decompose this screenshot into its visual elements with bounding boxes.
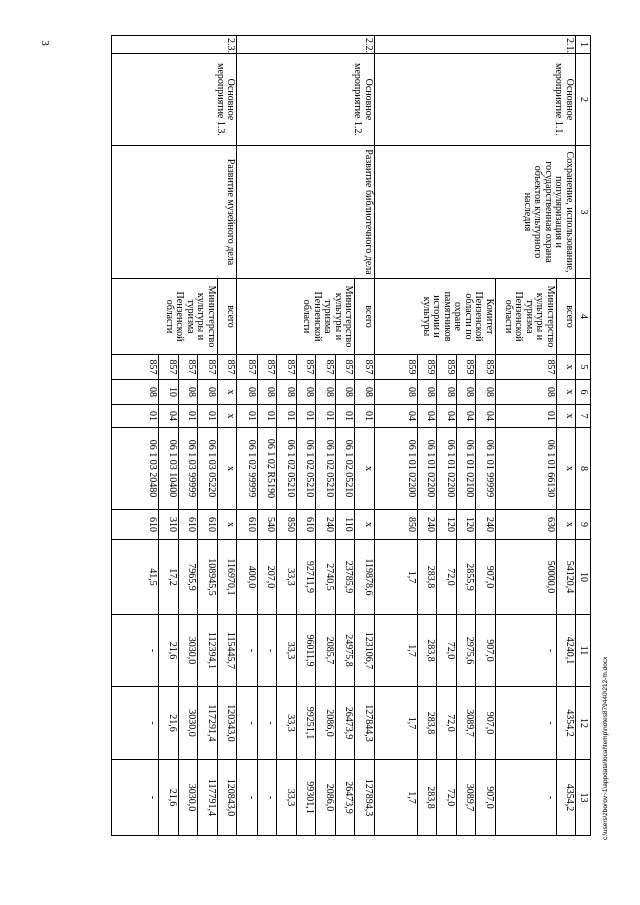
code-cell: 01 <box>296 405 315 428</box>
value-cell: 33,3 <box>277 540 296 615</box>
header-cell: 6 <box>576 380 591 405</box>
code-cell: 857 <box>198 355 217 380</box>
value-cell: 127894,3 <box>355 760 374 836</box>
value-cell: 1,7 <box>374 615 417 687</box>
value-cell: 120343,0 <box>217 687 236 760</box>
measure-name: Основное мероприятие 1.2. <box>237 54 375 146</box>
value-cell: 23785,9 <box>335 540 354 615</box>
value-cell: 207,0 <box>258 540 277 615</box>
value-cell: 3030,0 <box>178 760 197 836</box>
value-cell: 3089,7 <box>456 687 475 760</box>
code-cell: 01 <box>335 405 354 428</box>
measure-name: Основное мероприятие 1.3. <box>112 54 237 146</box>
value-cell: 116970,1 <box>217 540 236 615</box>
source-cell: Министерство культуры и туризма Пензенской области <box>495 279 556 355</box>
code-cell: 06 1 01 02200 <box>437 428 456 510</box>
code-cell: 610 <box>198 510 217 540</box>
value-cell: 115445,7 <box>217 615 236 687</box>
header-cell: 8 <box>576 428 591 510</box>
code-cell: 06 1 02 99999 <box>237 428 258 510</box>
header-row <box>576 36 591 836</box>
value-cell: 99251,1 <box>296 687 315 760</box>
code-cell: 08 <box>296 380 315 405</box>
code-cell: 08 <box>476 380 495 405</box>
value-cell: - <box>495 615 556 687</box>
code-cell: 610 <box>178 510 197 540</box>
code-cell: 859 <box>456 355 475 380</box>
code-cell: 857 <box>159 355 179 380</box>
source-cell: всего <box>355 279 374 355</box>
code-cell: 08 <box>374 380 417 405</box>
code-cell: 06 1 02 05210 <box>296 428 315 510</box>
code-cell: 01 <box>237 405 258 428</box>
value-cell: 1,7 <box>374 760 417 836</box>
code-cell: 08 <box>178 380 197 405</box>
source-cell: Министерство культуры и туризма Пензенской области <box>237 279 355 355</box>
value-cell: 3030,0 <box>178 687 197 760</box>
code-cell: х <box>217 380 236 405</box>
code-cell: 08 <box>316 380 335 405</box>
value-cell: - <box>237 615 258 687</box>
source-cell: всего <box>556 279 575 355</box>
value-cell: 99301,1 <box>296 760 315 836</box>
budget-table-rotated <box>111 35 591 835</box>
code-cell: 06 1 02 05210 <box>335 428 354 510</box>
value-cell: 120843,0 <box>217 760 236 836</box>
value-cell: 283,8 <box>417 540 436 615</box>
code-cell: 857 <box>316 355 335 380</box>
code-cell: 610 <box>112 510 159 540</box>
value-cell: 92711,9 <box>296 540 315 615</box>
value-cell: 26473,9 <box>335 687 354 760</box>
value-cell: 2855,9 <box>456 540 475 615</box>
code-cell: 01 <box>495 405 556 428</box>
code-cell: 01 <box>258 405 277 428</box>
code-cell: 850 <box>374 510 417 540</box>
code-cell: 857 <box>296 355 315 380</box>
code-cell: х <box>355 510 374 540</box>
value-cell: 1,7 <box>374 687 417 760</box>
code-cell: 08 <box>417 380 436 405</box>
code-cell: 859 <box>437 355 456 380</box>
code-cell: 08 <box>456 380 475 405</box>
code-cell: 01 <box>355 405 374 428</box>
code-cell: 610 <box>296 510 315 540</box>
row-number: 2.1. <box>374 36 575 54</box>
header-cell: 10 <box>576 540 591 615</box>
code-cell: 01 <box>277 405 296 428</box>
value-cell: - <box>112 615 159 687</box>
code-cell: х <box>217 405 236 428</box>
value-cell: 283,8 <box>417 687 436 760</box>
value-cell: - <box>237 687 258 760</box>
code-cell: 857 <box>355 355 374 380</box>
code-cell: 110 <box>335 510 354 540</box>
value-cell: 33,3 <box>277 615 296 687</box>
code-cell: х <box>556 510 575 540</box>
code-cell: 857 <box>335 355 354 380</box>
source-cell: Министерство культуры и туризма Пензенской области <box>112 279 218 355</box>
value-cell: 72,0 <box>437 540 456 615</box>
code-cell: 06 1 01 99999 <box>476 428 495 510</box>
header-cell: 4 <box>576 279 591 355</box>
value-cell: 24975,8 <box>335 615 354 687</box>
code-cell: 08 <box>355 380 374 405</box>
code-cell: 01 <box>198 405 217 428</box>
code-cell: 857 <box>178 355 197 380</box>
value-cell: 21,6 <box>159 615 179 687</box>
row-number: 2.2. <box>237 36 375 54</box>
code-cell: 01 <box>178 405 197 428</box>
value-cell: 907,0 <box>476 760 495 836</box>
header-cell: 13 <box>576 760 591 836</box>
code-cell: 06 1 03 99999 <box>178 428 197 510</box>
header-cell: 12 <box>576 687 591 760</box>
value-cell: 26473,9 <box>335 760 354 836</box>
value-cell: - <box>495 687 556 760</box>
value-cell: 3089,7 <box>456 760 475 836</box>
code-cell: 06 1 03 05220 <box>198 428 217 510</box>
code-cell: 04 <box>159 405 179 428</box>
code-cell: 857 <box>217 355 236 380</box>
measure-title: Развитие библиотечного дела <box>237 146 375 279</box>
value-cell: 2085,7 <box>316 615 335 687</box>
code-cell: 08 <box>237 380 258 405</box>
code-cell: 859 <box>374 355 417 380</box>
value-cell: 283,8 <box>417 615 436 687</box>
code-cell: 240 <box>476 510 495 540</box>
code-cell: 04 <box>374 405 417 428</box>
code-cell: 06 1 03 20480 <box>112 428 159 510</box>
table-row <box>355 36 374 836</box>
value-cell: 2086,0 <box>316 760 335 836</box>
value-cell: 283,8 <box>417 760 436 836</box>
code-cell: 08 <box>335 380 354 405</box>
code-cell: х <box>556 355 575 380</box>
code-cell: 857 <box>495 355 556 380</box>
code-cell: х <box>556 380 575 405</box>
code-cell: 06 1 01 66130 <box>495 428 556 510</box>
value-cell: 108945,5 <box>198 540 217 615</box>
code-cell: 630 <box>495 510 556 540</box>
value-cell: 54120,4 <box>556 540 575 615</box>
value-cell: 117291,4 <box>198 687 217 760</box>
code-cell: 08 <box>277 380 296 405</box>
header-cell: 2 <box>576 54 591 146</box>
code-cell: 06 1 01 02100 <box>456 428 475 510</box>
code-cell: 857 <box>258 355 277 380</box>
code-cell: х <box>355 428 374 510</box>
header-cell: 7 <box>576 405 591 428</box>
code-cell: х <box>556 405 575 428</box>
value-cell: - <box>258 760 277 836</box>
value-cell: 21,6 <box>159 687 179 760</box>
code-cell: 06 1 02 05210 <box>277 428 296 510</box>
code-cell: 04 <box>437 405 456 428</box>
code-cell: 04 <box>456 405 475 428</box>
value-cell: - <box>495 760 556 836</box>
code-cell: 310 <box>159 510 179 540</box>
value-cell: 119878,6 <box>355 540 374 615</box>
value-cell: 7965,9 <box>178 540 197 615</box>
code-cell: 04 <box>417 405 436 428</box>
value-cell: - <box>237 760 258 836</box>
value-cell: 72,0 <box>437 760 456 836</box>
value-cell: 17,2 <box>159 540 179 615</box>
code-cell: 240 <box>316 510 335 540</box>
value-cell: 400,0 <box>237 540 258 615</box>
value-cell: 72,0 <box>437 687 456 760</box>
code-cell: 06 1 01 02200 <box>374 428 417 510</box>
header-cell: 5 <box>576 355 591 380</box>
measure-name: Основное мероприятие 1.1. <box>374 54 575 146</box>
header-cell: 11 <box>576 615 591 687</box>
value-cell: 123106,7 <box>355 615 374 687</box>
source-cell: Комитет Пензенской области по охране памятников истории и культуры <box>374 279 495 355</box>
header-cell: 9 <box>576 510 591 540</box>
value-cell: 2975,6 <box>456 615 475 687</box>
value-cell: 4354,2 <box>556 687 575 760</box>
value-cell: 907,0 <box>476 540 495 615</box>
code-cell: 08 <box>198 380 217 405</box>
row-number: 2.3. <box>112 36 237 54</box>
code-cell: 06 1 01 02200 <box>417 428 436 510</box>
value-cell: 3030,0 <box>178 615 197 687</box>
value-cell: 2740,5 <box>316 540 335 615</box>
value-cell: 907,0 <box>476 615 495 687</box>
table-row <box>556 36 575 836</box>
value-cell: 33,3 <box>277 687 296 760</box>
code-cell: 857 <box>237 355 258 380</box>
value-cell: 33,3 <box>277 760 296 836</box>
code-cell: 06 1 02 05210 <box>316 428 335 510</box>
code-cell: 06 1 03 10400 <box>159 428 179 510</box>
code-cell: 857 <box>277 355 296 380</box>
code-cell: 08 <box>495 380 556 405</box>
source-cell: всего <box>217 279 236 355</box>
code-cell: 859 <box>417 355 436 380</box>
page-number: 3 <box>39 40 51 46</box>
header-cell: 3 <box>576 146 591 279</box>
code-cell: 08 <box>112 380 159 405</box>
value-cell: 4240,1 <box>556 615 575 687</box>
code-cell: х <box>217 510 236 540</box>
code-cell: 01 <box>316 405 335 428</box>
code-cell: 08 <box>258 380 277 405</box>
value-cell: 117791,4 <box>198 760 217 836</box>
code-cell: 857 <box>112 355 159 380</box>
budget-table <box>111 35 591 836</box>
code-cell: 01 <box>112 405 159 428</box>
value-cell: - <box>112 760 159 836</box>
code-cell: 04 <box>476 405 495 428</box>
code-cell: 240 <box>417 510 436 540</box>
value-cell: 96011,9 <box>296 615 315 687</box>
code-cell: 859 <box>476 355 495 380</box>
value-cell: 50000,0 <box>495 540 556 615</box>
code-cell: 850 <box>277 510 296 540</box>
measure-title: Развитие музейного дела <box>112 146 237 279</box>
value-cell: - <box>112 687 159 760</box>
value-cell: 21,6 <box>159 760 179 836</box>
code-cell: 120 <box>456 510 475 540</box>
value-cell: 127844,3 <box>355 687 374 760</box>
code-cell: х <box>556 428 575 510</box>
code-cell: 120 <box>437 510 456 540</box>
value-cell: 1,7 <box>374 540 417 615</box>
value-cell: 112394,1 <box>198 615 217 687</box>
measure-title: Сохранение, использование, популяризация и государственная охрана объектов культурного наследия <box>374 146 575 279</box>
code-cell: 610 <box>237 510 258 540</box>
code-cell: 06 1 02 R5190 <box>258 428 277 510</box>
value-cell: 2086,0 <box>316 687 335 760</box>
value-cell: - <box>258 615 277 687</box>
value-cell: - <box>258 687 277 760</box>
code-cell: х <box>217 428 236 510</box>
header-cell: 1 <box>576 36 591 54</box>
code-cell: 10 <box>159 380 179 405</box>
code-cell: 540 <box>258 510 277 540</box>
value-cell: 72,0 <box>437 615 456 687</box>
code-cell: 08 <box>437 380 456 405</box>
value-cell: 41,5 <box>112 540 159 615</box>
value-cell: 907,0 <box>476 687 495 760</box>
value-cell: 4354,2 <box>556 760 575 836</box>
table-row <box>217 36 236 836</box>
